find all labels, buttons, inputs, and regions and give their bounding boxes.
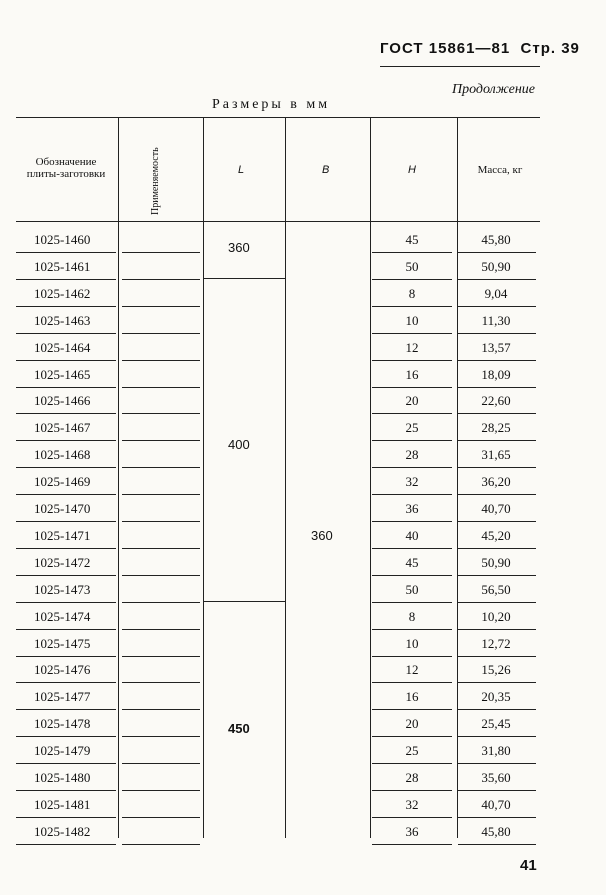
mass-header: Масса, кг [477,164,523,176]
row-code: 1025-1482 [34,823,91,839]
row-code: 1025-1462 [34,285,91,301]
designation-header-line2: плиты-заготовки [26,168,106,180]
row-rule [458,656,536,657]
row-rule [122,494,200,495]
designation-header [16,156,116,180]
row-code: 1025-1481 [34,796,91,812]
row-rule [372,575,452,576]
row-code: 1025-1461 [34,258,91,274]
row-rule [458,629,536,630]
row-mass: 20,35 [481,689,511,705]
row-code: 1025-1475 [34,635,91,651]
row-mass: 35,60 [481,770,511,785]
header-rule [380,66,540,67]
row-mass: 11,30 [481,312,511,328]
row-rule [122,252,200,253]
row-mass: 12,72 [481,635,511,651]
row-rule [16,494,116,495]
row-rule [16,736,116,737]
row-mass: 31,65 [481,447,511,463]
row-rule [122,387,200,388]
row-rule [458,763,536,764]
row-rule [16,575,116,576]
row-mass: 45,80 [481,823,511,839]
row-mass: 22,60 [481,393,511,409]
B-header: B [322,164,330,176]
row-rule [458,844,536,845]
row-rule [372,682,452,683]
row-mass: 31,80 [481,743,511,759]
row-rule [372,790,452,791]
row-rule [16,333,116,334]
applicability-header: Применяемость [150,147,161,215]
row-code: 1025-1472 [34,554,91,570]
row-rule [122,306,200,307]
row-mass: 18,09 [481,366,511,382]
row-rule [122,279,200,280]
dimensions-note: Размеры в мм [212,97,331,112]
row-H: 50 [405,258,419,274]
row-rule [122,413,200,414]
L-group-divider-2 [204,601,285,602]
row-rule [16,709,116,710]
standard-code: ГОСТ 15861—81 [380,40,511,57]
row-code: 1025-1465 [34,366,91,382]
row-rule [16,440,116,441]
row-H: 50 [405,581,419,597]
row-rule [458,494,536,495]
row-rule [458,467,536,468]
row-H: 28 [405,770,419,785]
row-rule [122,602,200,603]
row-H: 10 [405,635,419,651]
row-rule [372,844,452,845]
row-code: 1025-1471 [34,527,91,543]
row-rule [122,467,200,468]
row-rule [16,306,116,307]
row-H: 8 [408,608,416,624]
row-rule [16,790,116,791]
table-header-rule [16,221,540,222]
L-value-450: 450 [228,721,250,736]
row-rule [372,817,452,818]
row-rule [372,521,452,522]
row-code: 1025-1473 [34,581,91,597]
row-rule [122,440,200,441]
row-rule [372,333,452,334]
row-rule [458,548,536,549]
row-rule [122,817,200,818]
row-H: 45 [405,554,419,570]
table-top-rule [16,117,540,118]
row-rule [122,736,200,737]
row-code: 1025-1479 [34,743,91,759]
row-code: 1025-1464 [34,339,91,355]
row-rule [458,440,536,441]
row-rule [16,467,116,468]
row-rule [372,279,452,280]
row-rule [458,279,536,280]
row-rule [372,763,452,764]
row-rule [458,306,536,307]
row-rule [458,817,536,818]
standard-header [380,40,580,57]
row-code: 1025-1470 [34,501,91,516]
row-rule [458,413,536,414]
row-rule [458,709,536,710]
row-rule [122,656,200,657]
L-value-400: 400 [228,437,250,452]
page-label: Стр. 39 [520,40,580,57]
row-mass: 9,04 [484,285,508,301]
H-header: H [408,164,416,176]
row-H: 45 [405,232,419,247]
L-value-360: 360 [228,240,250,255]
row-rule [372,736,452,737]
row-rule [16,656,116,657]
row-rule [372,494,452,495]
row-mass: 25,45 [481,716,511,732]
row-code: 1025-1477 [34,689,91,705]
col-divider-2 [203,118,204,838]
row-rule [16,682,116,683]
row-rule [372,440,452,441]
row-mass: 40,70 [481,501,511,516]
row-rule [122,682,200,683]
row-rule [16,252,116,253]
row-rule [458,360,536,361]
row-H: 8 [408,285,416,301]
row-H: 16 [405,689,419,705]
row-rule [122,360,200,361]
row-rule [372,548,452,549]
row-rule [16,279,116,280]
designation-header-line1: Обозначение [35,156,97,168]
row-rule [458,575,536,576]
row-rule [122,763,200,764]
row-rule [122,629,200,630]
row-rule [372,602,452,603]
row-rule [122,844,200,845]
row-code: 1025-1476 [34,662,91,678]
B-value-360: 360 [311,528,333,543]
row-H: 20 [405,393,419,409]
row-H: 25 [405,743,419,759]
row-rule [458,682,536,683]
row-H: 25 [405,420,419,436]
row-mass: 50,90 [481,258,511,274]
row-mass: 28,25 [481,420,511,436]
row-code: 1025-1467 [34,420,91,436]
row-code: 1025-1469 [34,474,91,490]
row-rule [16,360,116,361]
row-mass: 56,50 [481,581,511,597]
row-rule [458,602,536,603]
row-code: 1025-1466 [34,393,91,409]
row-mass: 10,20 [481,608,511,624]
row-H: 16 [405,366,419,382]
row-H: 12 [405,662,419,678]
row-rule [122,709,200,710]
L-header: L [238,164,245,176]
row-H: 36 [405,501,419,516]
continuation-label: Продолжение [452,82,535,97]
row-rule [16,413,116,414]
row-H: 40 [405,527,419,543]
row-rule [458,736,536,737]
row-rule [16,548,116,549]
row-rule [16,602,116,603]
row-H: 32 [405,474,419,490]
row-code: 1025-1468 [34,447,91,463]
row-mass: 15,26 [481,662,511,678]
row-H: 12 [405,339,419,355]
row-code: 1025-1463 [34,312,91,328]
row-rule [122,521,200,522]
row-rule [372,306,452,307]
row-rule [372,467,452,468]
row-rule [458,252,536,253]
row-rule [458,387,536,388]
row-H: 28 [405,447,419,463]
row-code: 1025-1478 [34,716,91,732]
row-mass: 36,20 [481,474,511,490]
col-divider-5 [457,118,458,838]
row-mass: 13,57 [481,339,511,355]
row-rule [372,709,452,710]
row-rule [372,360,452,361]
row-mass: 40,70 [481,796,511,812]
row-rule [122,333,200,334]
page-number: 41 [520,857,537,874]
row-rule [372,387,452,388]
row-rule [16,844,116,845]
row-rule [16,629,116,630]
row-rule [372,413,452,414]
row-rule [16,817,116,818]
row-rule [16,521,116,522]
row-H: 32 [405,796,419,812]
row-rule [458,790,536,791]
row-rule [16,763,116,764]
row-mass: 50,90 [481,554,511,570]
row-mass: 45,80 [481,232,511,247]
row-H: 10 [405,312,419,328]
row-rule [458,521,536,522]
row-rule [122,548,200,549]
col-divider-4 [370,118,371,838]
row-H: 20 [405,716,419,732]
row-code: 1025-1460 [34,232,91,247]
row-rule [372,252,452,253]
row-rule [122,790,200,791]
row-code: 1025-1474 [34,608,91,624]
row-H: 36 [405,823,419,839]
row-rule [122,575,200,576]
col-divider-1 [118,118,119,838]
row-rule [458,333,536,334]
col-divider-3 [285,118,286,838]
row-mass: 45,20 [481,527,511,543]
row-code: 1025-1480 [34,770,91,785]
row-rule [372,656,452,657]
row-rule [372,629,452,630]
row-rule [16,387,116,388]
L-group-divider-1 [204,278,285,279]
